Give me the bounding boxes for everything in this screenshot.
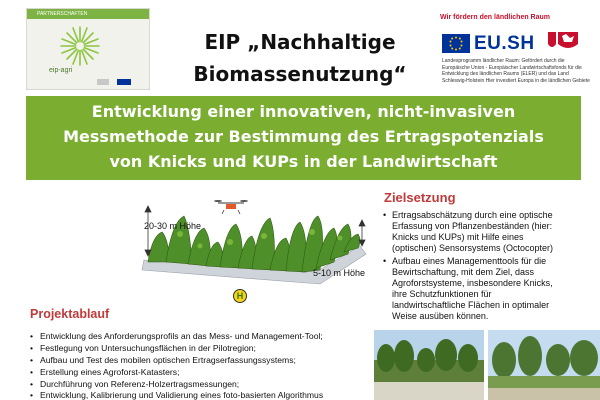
logo-banner-label: PARTNERSCHAFTEN (27, 9, 149, 19)
hedge-photo-1 (374, 330, 484, 400)
drone-height-label: 20-30 m Höhe (144, 221, 202, 231)
hedge-photo-2 (488, 330, 600, 400)
title-line-2: Biomassenutzung“ (193, 62, 407, 86)
eip-agri-logo-text: eip-agri (49, 67, 73, 74)
title-banner (26, 96, 581, 180)
eip-starburst-icon (59, 25, 101, 67)
sh-crest-icon (546, 30, 580, 54)
banner-line-3: von Knicks und KUPs in der Landwirtschaft (109, 152, 498, 171)
funding-text: Landesprogramm ländlicher Raum: Gefördert durch die Europäische Union - Europäischer Landwirtschaftsfonds für die Entwicklung des ländlichen Raums (ELER) und das Land Schleswig-Holstein Hier investiert Europa in die ländlichen Gebiete (442, 58, 590, 84)
banner-line-2: Messmethode zur Bestimmung des Ertragspotenzials (63, 127, 544, 146)
projektablauf-heading: Projektablauf (30, 307, 110, 321)
eu-sh-logo-text: EU.SH (474, 33, 535, 54)
hedge-height-label: 5-10 m Höhe (313, 268, 366, 278)
zielsetzung-heading: Zielsetzung (384, 190, 456, 205)
eip-agri-logo (26, 8, 150, 90)
title-line-1: EIP „Nachhaltige (204, 30, 396, 54)
hedge-drone-illustration (140, 188, 370, 308)
funding-headline: Wir fördern den ländlichen Raum (440, 14, 551, 21)
helipad-icon: H (233, 289, 247, 303)
banner-line-1: Entwicklung einer innovativen, nicht-invasiven (91, 102, 516, 121)
logo-flags (97, 79, 141, 85)
page-title (150, 26, 450, 90)
drone-icon (214, 200, 248, 214)
eu-flag-icon (442, 34, 470, 53)
